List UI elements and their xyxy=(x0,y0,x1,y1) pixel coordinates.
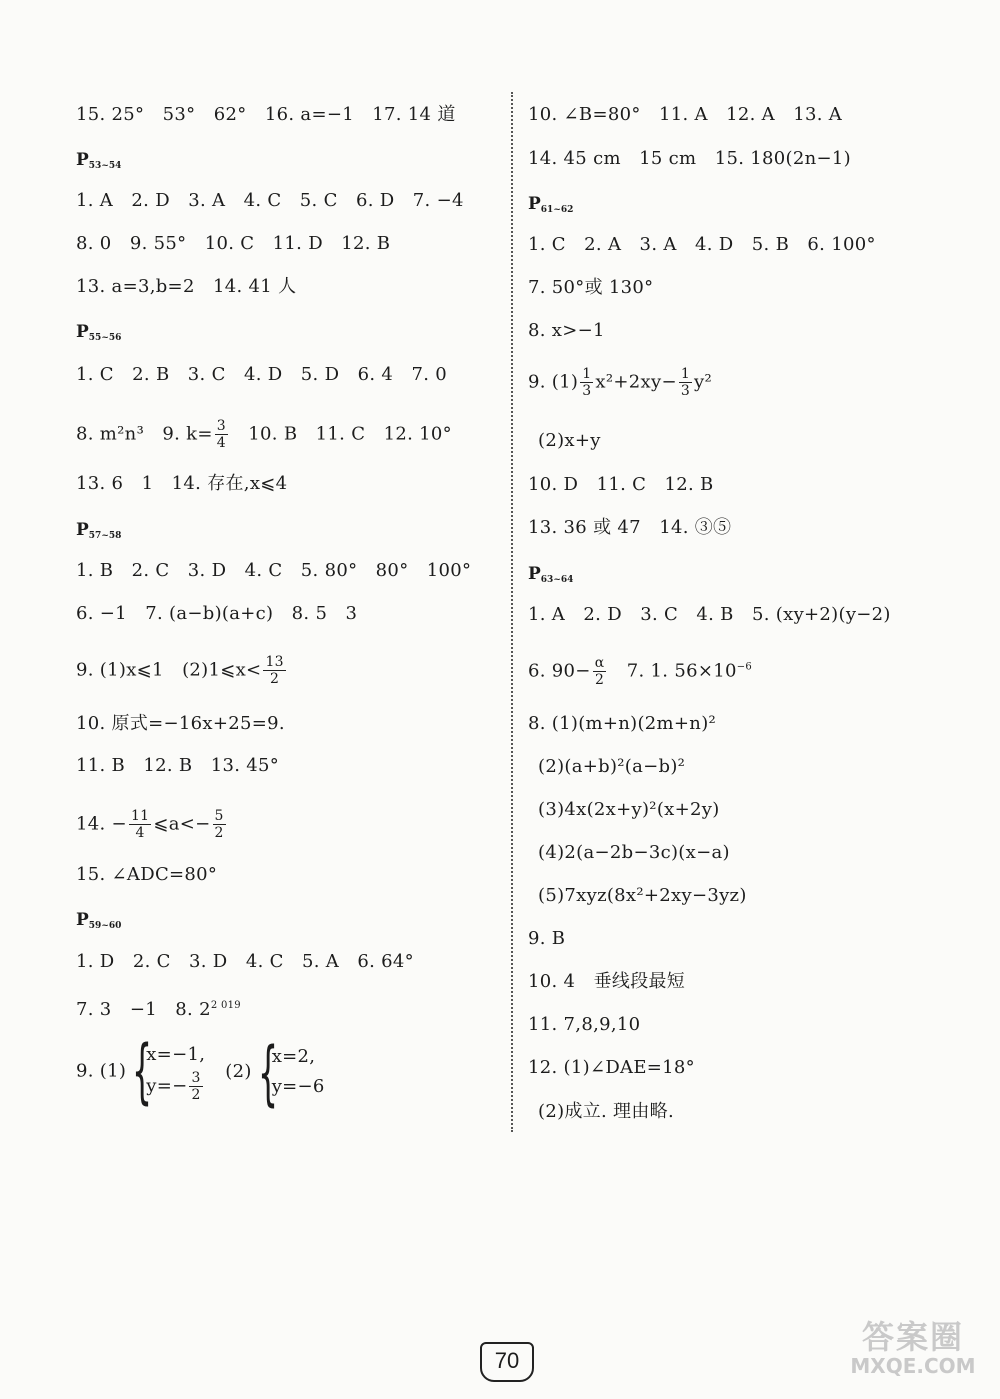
page-range-label xyxy=(76,520,121,541)
answer-line xyxy=(76,418,452,451)
answer-line: 10. 4 垂线段最短 xyxy=(528,971,686,992)
page-range-label xyxy=(528,564,573,585)
answer-line: 1. C 2. B 3. C 4. D 5. D 6. 4 7. 0 xyxy=(76,364,448,385)
answer-line: 14. 45 cm 15 cm 15. 180(2n−1) xyxy=(528,148,851,169)
brace-icon: { xyxy=(257,1031,278,1114)
answer-line xyxy=(528,366,712,399)
answer-line xyxy=(76,654,288,687)
numerator: α xyxy=(594,655,605,671)
equation: y=−6 xyxy=(271,1075,325,1097)
answer-line: 13. a=3,b=2 14. 41 人 xyxy=(76,276,297,297)
line-text: 8. m²n³ 9. k= xyxy=(76,423,213,445)
answer-line: 1. C 2. A 3. A 4. D 5. B 6. 100° xyxy=(528,234,876,255)
equation-system-line xyxy=(76,1030,325,1114)
page-range: 61~62 xyxy=(540,205,574,215)
page-range: 53~54 xyxy=(88,161,122,171)
answer-line xyxy=(76,995,241,1021)
answer-line: 9. B xyxy=(528,928,566,949)
numerator: 1 xyxy=(582,366,592,382)
denominator: 2 xyxy=(270,671,280,687)
numerator: 11 xyxy=(130,808,150,824)
equation-system xyxy=(132,1030,206,1112)
line-text: ⩽a<− xyxy=(153,813,211,835)
line-text: 7. 3 −1 8. 2 xyxy=(76,999,211,1020)
answer-line: 8. (1)(m+n)(2m+n)² xyxy=(528,713,717,734)
line-text: x²+2xy− xyxy=(595,371,677,393)
line-text: 14. − xyxy=(76,813,127,835)
fraction xyxy=(263,654,285,687)
line-text: 10. B 11. C 12. 10° xyxy=(230,423,452,445)
page-range: 63~64 xyxy=(540,575,574,585)
denominator: 2 xyxy=(594,672,605,688)
answer-line xyxy=(76,808,228,841)
line-text: (2) xyxy=(225,1060,252,1082)
answer-line: 12. (1)∠DAE=18° xyxy=(528,1057,695,1078)
answer-line: 8. x>−1 xyxy=(528,320,605,341)
page-range-label xyxy=(76,322,121,343)
page-range-label xyxy=(528,194,573,215)
line-text: 9. (1) xyxy=(76,1060,127,1082)
answer-line: (2)成立. 理由略. xyxy=(538,1101,674,1122)
equation: x=2, xyxy=(271,1045,316,1067)
answer-line: (3)4x(2x+y)²(x+2y) xyxy=(538,799,720,820)
answer-line: 11. 7,8,9,10 xyxy=(528,1014,641,1035)
page-range: 55~56 xyxy=(88,333,122,343)
page-prefix: P xyxy=(76,910,89,930)
answer-line: 1. A 2. D 3. A 4. C 5. C 6. D 7. −4 xyxy=(76,190,464,211)
equation-system xyxy=(257,1031,325,1114)
page-range-label xyxy=(76,910,121,931)
fraction xyxy=(213,808,226,841)
answer-line: 10. D 11. C 12. B xyxy=(528,474,714,495)
answer-line: (2)(a+b)²(a−b)² xyxy=(538,756,686,777)
answer-line: 8. 0 9. 55° 10. C 11. D 12. B xyxy=(76,233,391,254)
page-number: 70 xyxy=(480,1342,534,1382)
page-prefix: P xyxy=(528,194,541,214)
column-divider xyxy=(511,92,513,1132)
page-prefix: P xyxy=(76,150,89,170)
answer-line: 10. ∠B=80° 11. A 12. A 13. A xyxy=(528,104,843,125)
watermark-logo xyxy=(848,1320,978,1377)
numerator: 13 xyxy=(265,654,284,670)
answer-line: 13. 36 或 47 14. ③⑤ xyxy=(528,517,732,538)
answer-line: 13. 6 1 14. 存在,x⩽4 xyxy=(76,473,288,494)
numerator: 1 xyxy=(680,366,691,382)
denominator: 2 xyxy=(191,1087,201,1103)
line-text: y=− xyxy=(146,1075,188,1097)
page-range: 59~60 xyxy=(88,921,122,931)
numerator: 3 xyxy=(191,1070,201,1086)
denominator: 2 xyxy=(214,825,224,841)
answer-line: 15. 25° 53° 62° 16. a=−1 17. 14 道 xyxy=(76,104,456,125)
watermark-text: 答案圈 xyxy=(861,1318,964,1356)
denominator: 3 xyxy=(680,383,691,399)
fraction xyxy=(593,655,607,688)
line-text: 9. (1)x⩽1 (2)1⩽x< xyxy=(76,659,262,681)
fraction xyxy=(129,808,151,841)
line-text: y² xyxy=(694,371,713,393)
answer-line: (2)x+y xyxy=(538,430,601,451)
denominator: 4 xyxy=(135,825,145,841)
exponent: −6 xyxy=(736,661,753,673)
page-prefix: P xyxy=(528,564,541,584)
answer-line xyxy=(528,655,752,688)
watermark-url: MXQE.COM xyxy=(850,1354,976,1379)
answer-line: 15. ∠ADC=80° xyxy=(76,864,218,885)
answer-line: 11. B 12. B 13. 45° xyxy=(76,755,280,776)
fraction xyxy=(580,366,593,399)
answer-line: 1. D 2. C 3. D 4. C 5. A 6. 64° xyxy=(76,951,414,972)
fraction xyxy=(189,1070,202,1103)
page-range-label xyxy=(76,150,121,171)
fraction xyxy=(679,366,692,399)
page-range: 57~58 xyxy=(88,531,122,541)
page-prefix: P xyxy=(76,520,89,540)
answer-line: 6. −1 7. (a−b)(a+c) 8. 5 3 xyxy=(76,603,358,624)
answer-line: (5)7xyz(8x²+2xy−3yz) xyxy=(538,885,747,906)
answer-line: 7. 50°或 130° xyxy=(528,277,654,298)
page-prefix: P xyxy=(76,322,89,342)
numerator: 3 xyxy=(216,418,226,434)
line-text: 9. (1) xyxy=(528,371,579,393)
brace-icon: { xyxy=(132,1030,153,1112)
equation: x=−1, xyxy=(146,1044,206,1065)
line-text: 6. 90− xyxy=(528,660,591,682)
answer-line: (4)2(a−2b−3c)(x−a) xyxy=(538,842,730,863)
answer-line: 1. B 2. C 3. D 4. C 5. 80° 80° 100° xyxy=(76,560,472,581)
fraction xyxy=(215,418,228,451)
equation xyxy=(146,1070,205,1103)
answer-line: 10. 原式=−16x+25=9. xyxy=(76,713,285,734)
line-text: 7. 1. 56×10 xyxy=(608,660,737,682)
exponent: 2 019 xyxy=(210,1000,241,1011)
answer-line: 1. A 2. D 3. C 4. B 5. (xy+2)(y−2) xyxy=(528,604,891,625)
denominator: 4 xyxy=(216,435,226,451)
denominator: 3 xyxy=(582,383,592,399)
numerator: 5 xyxy=(214,808,224,824)
